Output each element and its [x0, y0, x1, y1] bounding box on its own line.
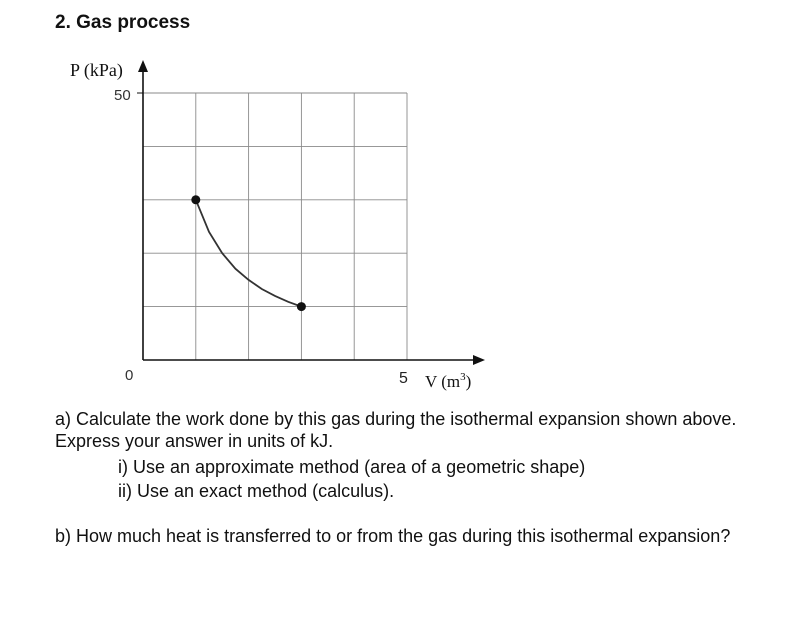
y-tick-0: 0 [125, 367, 134, 384]
x-axis-label-main: V (m [425, 372, 461, 391]
grid [137, 93, 407, 360]
question-a-ii: ii) Use an exact method (calculus). [118, 481, 395, 501]
question-a: a) Calculate the work done by this gas during the isothermal expansion shown above. Express your answer in units of kJ. [55, 409, 737, 451]
x-tick-5: 5 [399, 370, 408, 387]
problem-heading: 2. Gas process [55, 12, 191, 33]
state-point-final [297, 302, 306, 311]
x-axis-arrow [473, 355, 485, 365]
x-axis-label-close: ) [465, 372, 472, 391]
y-tick-50: 50 [114, 87, 131, 104]
question-a-i: i) Use an approximate method (area of a geometric shape) [118, 457, 586, 477]
question-b: b) How much heat is transferred to or from the gas during this isothermal expansion? [55, 526, 731, 546]
x-axis-label-sup: 3 [460, 371, 466, 383]
x-axis-label [425, 371, 471, 391]
y-axis-label: P (kPa) [70, 60, 123, 80]
y-axis-arrow [138, 60, 148, 72]
state-point-initial [191, 195, 200, 204]
